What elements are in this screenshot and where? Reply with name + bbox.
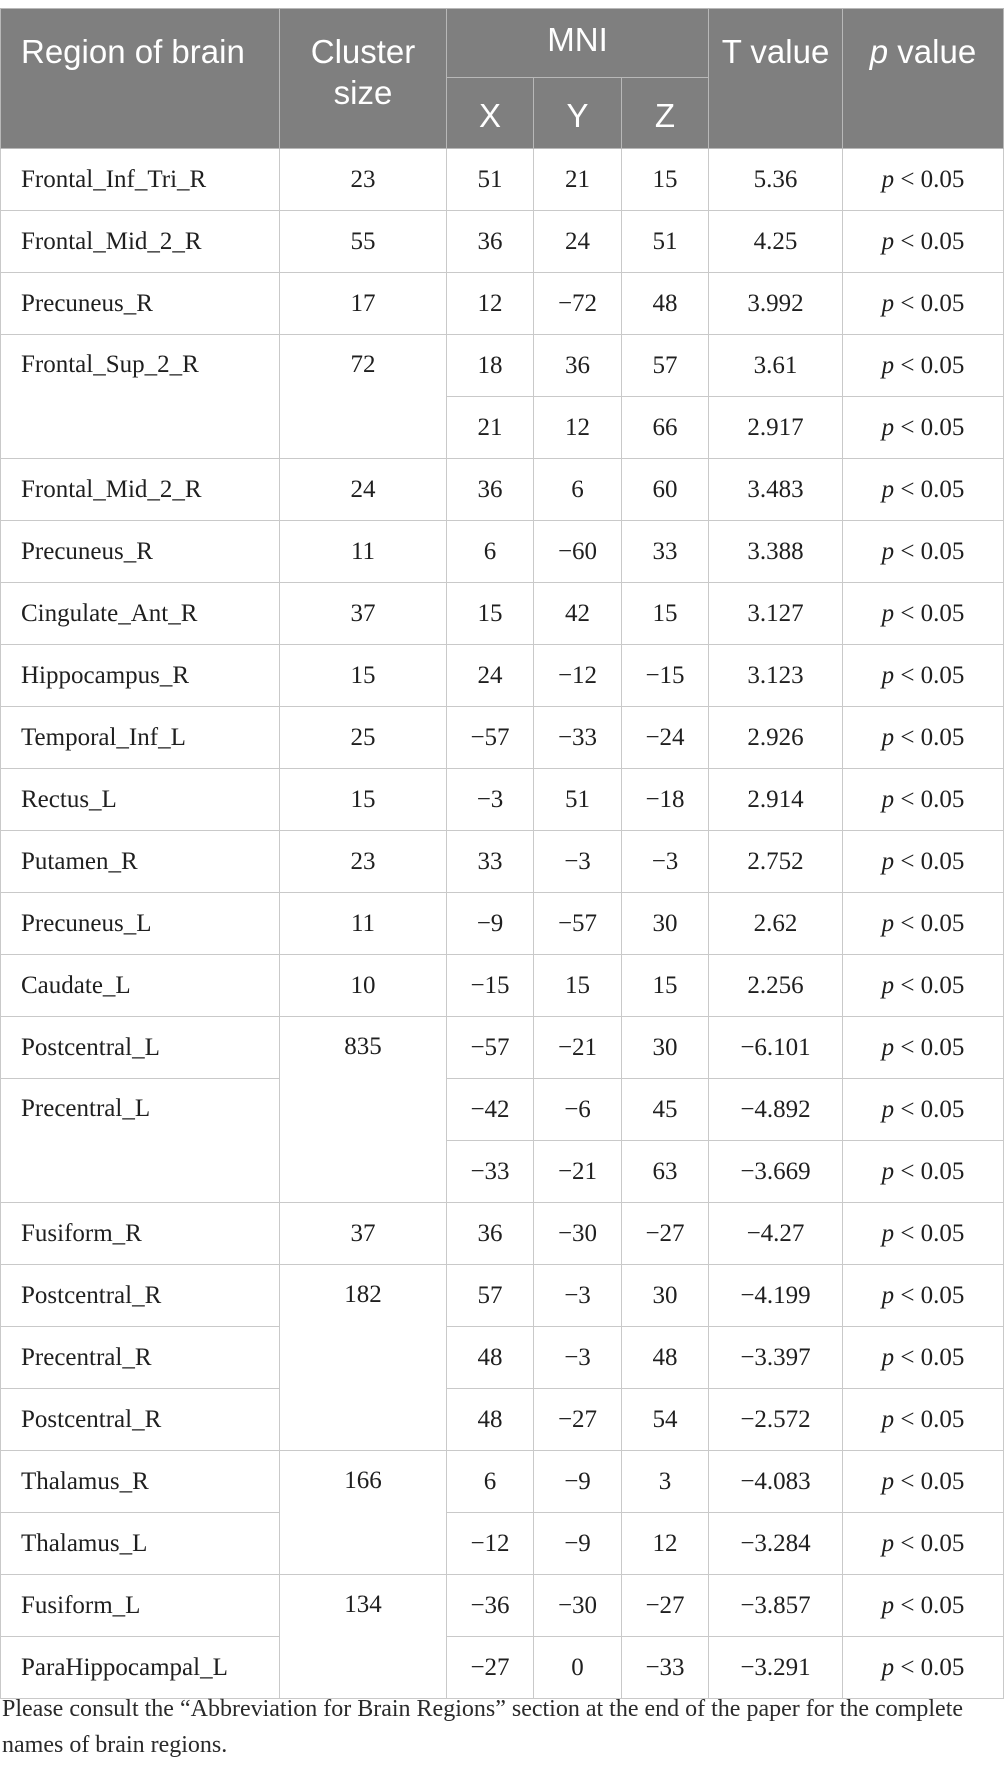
p-threshold: < 0.05 [894,1033,965,1061]
cell-x: 6 [447,521,534,583]
cell-x: −9 [447,893,534,955]
cell-x: −42 [447,1079,534,1141]
cell-p [843,335,1004,397]
table-row [1,645,1004,707]
cell-x: 12 [447,273,534,335]
cell-p [843,1513,1004,1575]
cell-cluster: 134 [280,1575,447,1699]
cell-region: Fusiform_L [1,1575,280,1637]
table-row [1,149,1004,211]
cell-y: −3 [534,1265,622,1327]
cell-region: Precentral_L [1,1079,280,1203]
cell-y: 12 [534,397,622,459]
cell-t: 2.917 [709,397,843,459]
cell-t: −3.291 [709,1637,843,1699]
cell-cluster: 37 [280,583,447,645]
table-row [1,583,1004,645]
cell-z: 3 [622,1451,709,1513]
p-symbol: p [881,1219,895,1247]
cell-y: 15 [534,955,622,1017]
cell-x: 48 [447,1389,534,1451]
cell-y: −27 [534,1389,622,1451]
cell-t: −4.199 [709,1265,843,1327]
cell-y: 51 [534,769,622,831]
cell-t: −4.27 [709,1203,843,1265]
cell-y: −12 [534,645,622,707]
cell-region: Precuneus_R [1,273,280,335]
p-threshold: < 0.05 [894,1219,965,1247]
cell-z: 54 [622,1389,709,1451]
cell-y: 0 [534,1637,622,1699]
p-threshold: < 0.05 [894,413,965,441]
cell-p [843,1327,1004,1389]
cell-cluster: 17 [280,273,447,335]
cell-x: 21 [447,397,534,459]
cell-region: Fusiform_R [1,1203,280,1265]
cell-z: 15 [622,583,709,645]
cell-region: Precuneus_R [1,521,280,583]
p-threshold: < 0.05 [894,1529,965,1557]
table-row [1,707,1004,769]
cell-region: Precentral_R [1,1327,280,1389]
cell-y: −3 [534,1327,622,1389]
cell-t: −3.857 [709,1575,843,1637]
p-threshold: < 0.05 [894,1467,965,1495]
cell-p [843,1141,1004,1203]
cell-cluster: 24 [280,459,447,521]
cell-cluster: 72 [280,335,447,459]
cell-z: −27 [622,1575,709,1637]
header-mni: MNI [447,9,709,78]
cell-cluster: 11 [280,893,447,955]
cell-p [843,1203,1004,1265]
cell-x: 33 [447,831,534,893]
p-symbol: p [881,785,895,813]
cell-x: −33 [447,1141,534,1203]
cell-x: −36 [447,1575,534,1637]
p-threshold: < 0.05 [894,1343,965,1371]
cell-z: −24 [622,707,709,769]
cell-t: 2.752 [709,831,843,893]
p-threshold: < 0.05 [894,1157,965,1185]
cell-cluster: 25 [280,707,447,769]
cell-region: Postcentral_R [1,1389,280,1451]
cell-y: −30 [534,1575,622,1637]
cell-t: 5.36 [709,149,843,211]
cell-y: −60 [534,521,622,583]
cell-p [843,211,1004,273]
cell-region: ParaHippocampal_L [1,1637,280,1699]
cell-z: 57 [622,335,709,397]
header-y: Y [534,78,622,149]
p-symbol: p [881,1405,895,1433]
cell-p [843,1637,1004,1699]
cell-cluster: 15 [280,769,447,831]
table-row [1,1265,1004,1327]
cell-t: −4.892 [709,1079,843,1141]
p-symbol: p [881,661,895,689]
cell-t: −4.083 [709,1451,843,1513]
p-symbol: p [881,599,895,627]
p-symbol: p [881,971,895,999]
cell-region: Temporal_Inf_L [1,707,280,769]
cell-x: −15 [447,955,534,1017]
p-threshold: < 0.05 [894,351,965,379]
p-threshold: < 0.05 [894,971,965,999]
cell-p [843,521,1004,583]
cell-z: 33 [622,521,709,583]
cell-p [843,1017,1004,1079]
cell-p [843,831,1004,893]
cell-y: 6 [534,459,622,521]
cell-z: 15 [622,149,709,211]
p-threshold: < 0.05 [894,475,965,503]
cell-cluster: 37 [280,1203,447,1265]
cell-z: 45 [622,1079,709,1141]
cell-cluster: 55 [280,211,447,273]
p-threshold: < 0.05 [894,909,965,937]
cell-z: −27 [622,1203,709,1265]
table-row [1,211,1004,273]
cell-region: Hippocampus_R [1,645,280,707]
cell-region: Thalamus_L [1,1513,280,1575]
cell-z: 60 [622,459,709,521]
cell-t: 3.127 [709,583,843,645]
header-region: Region of brain [1,9,280,149]
cell-t: −6.101 [709,1017,843,1079]
cell-z: 15 [622,955,709,1017]
cell-cluster: 23 [280,149,447,211]
cell-x: 24 [447,645,534,707]
cell-region: Frontal_Mid_2_R [1,211,280,273]
cell-y: −57 [534,893,622,955]
cell-t: 2.256 [709,955,843,1017]
p-symbol: p [881,1467,895,1495]
cell-x: 57 [447,1265,534,1327]
cell-p [843,707,1004,769]
cell-x: −27 [447,1637,534,1699]
cell-y: −33 [534,707,622,769]
cell-x: 36 [447,459,534,521]
cell-p [843,273,1004,335]
header-p-value [843,9,1004,149]
p-symbol: p [881,289,895,317]
p-symbol: p [881,537,895,565]
cell-z: −33 [622,1637,709,1699]
cell-y: 24 [534,211,622,273]
p-symbol: p [881,1095,895,1123]
cell-t: 3.992 [709,273,843,335]
p-threshold: < 0.05 [894,165,965,193]
table-row [1,1575,1004,1637]
header-cluster-size: Cluster size [280,9,447,149]
cell-y: −6 [534,1079,622,1141]
table-row [1,1513,1004,1575]
cell-y: 36 [534,335,622,397]
cell-t: 2.926 [709,707,843,769]
cell-y: −9 [534,1513,622,1575]
cell-cluster: 15 [280,645,447,707]
cell-z: 48 [622,273,709,335]
cell-cluster: 10 [280,955,447,1017]
cell-y: −3 [534,831,622,893]
table-body [1,149,1004,1699]
p-symbol: p [881,909,895,937]
p-threshold: < 0.05 [894,785,965,813]
table-row [1,335,1004,397]
header-z: Z [622,78,709,149]
cell-p [843,1451,1004,1513]
p-threshold: < 0.05 [894,537,965,565]
cell-t: 3.483 [709,459,843,521]
cell-y: −21 [534,1141,622,1203]
cell-region: Postcentral_L [1,1017,280,1079]
cell-cluster: 182 [280,1265,447,1451]
p-threshold: < 0.05 [894,661,965,689]
table-row [1,1017,1004,1079]
p-threshold: < 0.05 [894,227,965,255]
table-row [1,521,1004,583]
cell-y: −21 [534,1017,622,1079]
header-t-value: T value [709,9,843,149]
table-footnote: Please consult the “Abbreviation for Brain Regions” section at the end of the paper for the complete names of brain regions. [2,1696,964,1758]
cell-x: 48 [447,1327,534,1389]
cell-t: 3.388 [709,521,843,583]
header-p-italic: p [869,33,889,70]
cell-region: Frontal_Sup_2_R [1,335,280,459]
cell-t: 3.123 [709,645,843,707]
cell-z: 51 [622,211,709,273]
cell-region: Thalamus_R [1,1451,280,1513]
p-symbol: p [881,1157,895,1185]
p-threshold: < 0.05 [894,1095,965,1123]
p-symbol: p [881,1343,895,1371]
table-row [1,893,1004,955]
p-threshold: < 0.05 [894,1591,965,1619]
p-symbol: p [881,475,895,503]
cell-t: −3.669 [709,1141,843,1203]
cell-z: 66 [622,397,709,459]
cell-z: 30 [622,893,709,955]
header-x: X [447,78,534,149]
cell-region: Precuneus_L [1,893,280,955]
p-symbol: p [881,413,895,441]
cell-cluster: 166 [280,1451,447,1575]
cell-region: Putamen_R [1,831,280,893]
cell-t: 4.25 [709,211,843,273]
p-threshold: < 0.05 [894,1405,965,1433]
brain-regions-table [0,8,1004,1699]
cell-z: 12 [622,1513,709,1575]
cell-region: Rectus_L [1,769,280,831]
table-row [1,273,1004,335]
cell-p [843,1389,1004,1451]
cell-p [843,769,1004,831]
p-threshold: < 0.05 [894,1653,965,1681]
p-threshold: < 0.05 [894,289,965,317]
cell-x: 15 [447,583,534,645]
p-symbol: p [881,1529,895,1557]
cell-x: 6 [447,1451,534,1513]
cell-y: 21 [534,149,622,211]
cell-region: Frontal_Mid_2_R [1,459,280,521]
p-symbol: p [881,1591,895,1619]
p-symbol: p [881,723,895,751]
cell-x: −57 [447,1017,534,1079]
cell-x: −3 [447,769,534,831]
cell-p [843,893,1004,955]
cell-x: −57 [447,707,534,769]
p-threshold: < 0.05 [894,723,965,751]
cell-p [843,1575,1004,1637]
cell-region: Frontal_Inf_Tri_R [1,149,280,211]
p-symbol: p [881,847,895,875]
cell-t: −2.572 [709,1389,843,1451]
cell-cluster: 23 [280,831,447,893]
table-row [1,1637,1004,1699]
cell-t: 2.62 [709,893,843,955]
cell-p [843,583,1004,645]
cell-cluster: 11 [280,521,447,583]
p-symbol: p [881,1281,895,1309]
table-row [1,769,1004,831]
p-symbol: p [881,227,895,255]
p-symbol: p [881,1653,895,1681]
cell-z: 48 [622,1327,709,1389]
cell-y: −9 [534,1451,622,1513]
cell-region: Postcentral_R [1,1265,280,1327]
table-row [1,955,1004,1017]
cell-p [843,1079,1004,1141]
p-symbol: p [881,1033,895,1061]
cell-p [843,955,1004,1017]
cell-x: 51 [447,149,534,211]
cell-t: 2.914 [709,769,843,831]
cell-y: −72 [534,273,622,335]
cell-p [843,459,1004,521]
cell-z: 30 [622,1017,709,1079]
cell-x: −12 [447,1513,534,1575]
table-row [1,1079,1004,1141]
table-row [1,831,1004,893]
cell-cluster: 835 [280,1017,447,1203]
cell-z: −3 [622,831,709,893]
cell-t: −3.397 [709,1327,843,1389]
cell-t: −3.284 [709,1513,843,1575]
cell-region: Cingulate_Ant_R [1,583,280,645]
p-symbol: p [881,351,895,379]
cell-t: 3.61 [709,335,843,397]
cell-z: −18 [622,769,709,831]
cell-p [843,1265,1004,1327]
table-row [1,1203,1004,1265]
header-p-rest: value [888,33,977,70]
p-symbol: p [881,165,895,193]
cell-x: 18 [447,335,534,397]
cell-p [843,645,1004,707]
cell-y: −30 [534,1203,622,1265]
cell-p [843,149,1004,211]
table-row [1,1327,1004,1389]
cell-z: 30 [622,1265,709,1327]
p-threshold: < 0.05 [894,599,965,627]
cell-p [843,397,1004,459]
cell-x: 36 [447,1203,534,1265]
p-threshold: < 0.05 [894,1281,965,1309]
table-row [1,1389,1004,1451]
cell-z: −15 [622,645,709,707]
cell-y: 42 [534,583,622,645]
cell-x: 36 [447,211,534,273]
table-row [1,459,1004,521]
cell-z: 63 [622,1141,709,1203]
cell-region: Caudate_L [1,955,280,1017]
results-table-container [0,8,1003,1699]
table-row [1,1451,1004,1513]
p-threshold: < 0.05 [894,847,965,875]
